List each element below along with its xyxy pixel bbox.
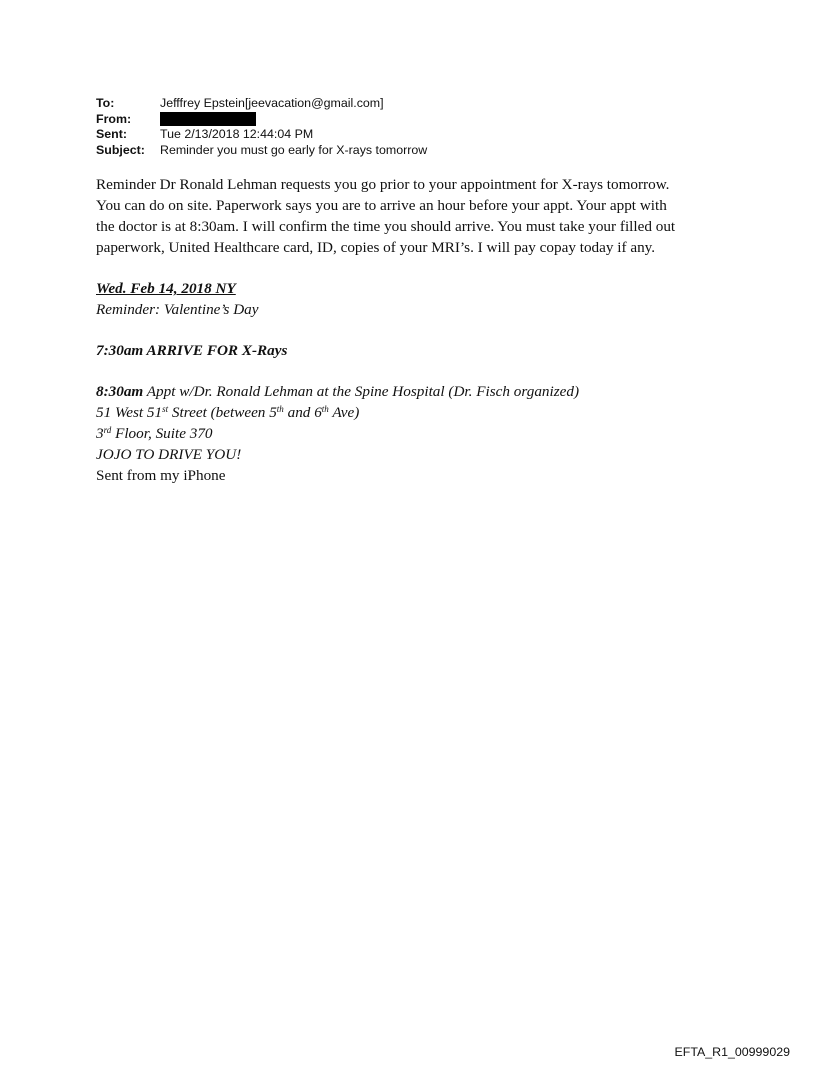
date-heading: Wed. Feb 14, 2018 NY xyxy=(96,280,236,297)
email-header xyxy=(96,96,427,158)
to-row xyxy=(96,96,427,112)
arrive-line: 7:30am ARRIVE FOR X-Rays xyxy=(96,342,288,359)
floor-line xyxy=(96,423,726,444)
email-body xyxy=(96,174,726,486)
subject-label: Subject: xyxy=(96,142,145,157)
subject-value: Reminder you must go early for X-rays tomorrow xyxy=(160,142,428,157)
address-sup: th xyxy=(276,404,284,414)
address-part: and 6 xyxy=(283,404,322,421)
from-label: From: xyxy=(96,111,132,126)
address-line xyxy=(96,402,726,423)
sent-value: Tue 2/13/2018 12:44:04 PM xyxy=(160,127,314,141)
body-paragraph: Reminder Dr Ronald Lehman requests you go prior to your appointment for X-rays tomorrow. You can do on site. Paperwork says you are to arrive an hour before your appt. Your appt with the doctor is at 8:30am. I will confirm the time you should arrive. You must take your filled out paperwork, United Healthcare card, ID, copies of your MRI’s. I will pay copay today if any. xyxy=(96,176,676,256)
from-row xyxy=(96,112,427,128)
signature-line: Sent from my iPhone xyxy=(96,467,226,484)
to-label: To: xyxy=(96,96,115,110)
document-id: EFTA_R1_00999029 xyxy=(674,1045,790,1059)
floor-sup: rd xyxy=(103,425,112,435)
address-part: Street (between 5 xyxy=(168,404,277,421)
floor-number: 3 xyxy=(96,425,104,442)
floor-text: Floor, Suite 370 xyxy=(111,425,213,442)
address-sup: th xyxy=(321,404,329,414)
appointment-time: 8:30am xyxy=(96,383,144,400)
redaction-block xyxy=(160,112,256,126)
driver-line: JOJO TO DRIVE YOU! xyxy=(96,446,242,463)
sent-row xyxy=(96,127,427,143)
to-value: Jefffrey Epstein[jeevacation@gmail.com] xyxy=(160,96,384,110)
appointment-text: Appt w/Dr. Ronald Lehman at the Spine Hospital (Dr. Fisch organized) xyxy=(143,383,580,400)
sent-label: Sent: xyxy=(96,127,127,141)
address-part: 51 West 51 xyxy=(96,404,163,421)
address-sup: st xyxy=(162,404,169,414)
address-part: Ave) xyxy=(328,404,360,421)
reminder-line: Reminder: Valentine’s Day xyxy=(96,301,259,318)
subject-row xyxy=(96,143,427,159)
appointment-line xyxy=(96,381,726,402)
